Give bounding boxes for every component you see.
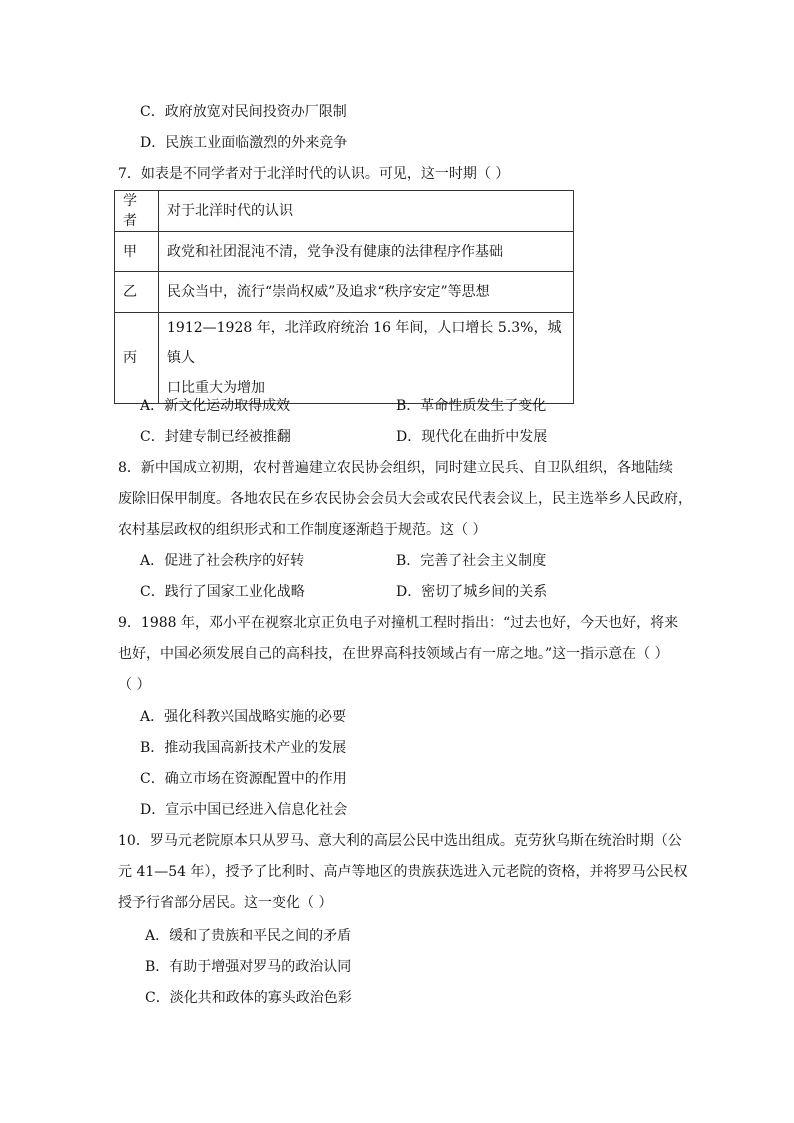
q8-option-a: A．促进了社会秩序的好转 bbox=[140, 553, 305, 569]
q10-option-c: C．淡化共和政体的寡头政治色彩 bbox=[145, 990, 352, 1006]
q9-option-c: C．确立市场在资源配置中的作用 bbox=[140, 771, 347, 787]
q8-stem-line2: 废除旧保甲制度。各地农民在乡农民协会会员大会或农民代表会议上，民主选举乡人民政府， bbox=[118, 491, 692, 507]
table-cell-scholar: 甲 bbox=[115, 232, 159, 272]
q10-option-a: A．缓和了贵族和平民之间的矛盾 bbox=[145, 928, 352, 944]
table-header-scholar: 学者 bbox=[115, 191, 159, 232]
table-cell-view-line1: 1912—1928 年，北洋政府统治 16 年间，人口增长 5.3%，城镇人 bbox=[167, 320, 562, 366]
q9-stem-line2: 也好，中国必须发展自己的高科技，在世界高科技领域占有一席之地。”这一指示意在（ ） bbox=[118, 646, 669, 662]
q6-option-c: C．政府放宽对民间投资办厂限制 bbox=[140, 104, 347, 120]
table-cell-view bbox=[159, 313, 574, 404]
q8-option-b: B．完善了社会主义制度 bbox=[396, 553, 547, 569]
q7-option-d: D．现代化在曲折中发展 bbox=[396, 429, 548, 445]
q7-option-c: C．封建专制已经被推翻 bbox=[140, 429, 291, 445]
q8-stem-line3: 农村基层政权的组织形式和工作制度逐渐趋于规范。这（ ） bbox=[118, 522, 487, 538]
q10-stem-line1: 10．罗马元老院原本只从罗马、意大利的高层公民中选出组成。克劳狄乌斯在统治时期（公 bbox=[118, 833, 682, 849]
q6-option-d: D．民族工业面临激烈的外来竞争 bbox=[140, 135, 348, 151]
q9-stem-line1: 9．1988 年，邓小平在视察北京正负电子对撞机工程时指出：“过去也好，今天也好，将来 bbox=[118, 615, 679, 631]
q10-option-b: B．有助于增强对罗马的政治认同 bbox=[145, 959, 352, 975]
table-header-view: 对于北洋时代的认识 bbox=[159, 191, 574, 232]
table-cell-view: 民众当中，流行“崇尚权威”及追求“秩序安定”等思想 bbox=[159, 272, 574, 313]
q8-option-c: C．践行了国家工业化战略 bbox=[140, 584, 305, 600]
q7-table bbox=[114, 190, 574, 404]
q10-stem-line3: 授予行省部分居民。这一变化（ ） bbox=[118, 895, 333, 911]
q9-stem-line3: （ ） bbox=[118, 677, 151, 693]
q9-option-b: B．推动我国高新技术产业的发展 bbox=[140, 740, 347, 756]
q10-stem-line2: 元 41—54 年），授予了比利时、高卢等地区的贵族获选进入元老院的资格，并将罗马公民权 bbox=[118, 864, 688, 880]
table-cell-view: 政党和社团混沌不清，党争没有健康的法律程序作基础 bbox=[159, 232, 574, 272]
table-cell-scholar: 丙 bbox=[115, 313, 159, 404]
table-cell-scholar: 乙 bbox=[115, 272, 159, 313]
table-row bbox=[115, 313, 574, 404]
q8-stem-line1: 8．新中国成立初期，农村普遍建立农民协会组织，同时建立民兵、自卫队组织，各地陆续 bbox=[118, 460, 673, 476]
table-row bbox=[115, 272, 574, 313]
q7-stem: 7．如表是不同学者对于北洋时代的认识。可见，这一时期（ ） bbox=[118, 166, 510, 182]
q8-option-d: D．密切了城乡间的关系 bbox=[396, 584, 548, 600]
table-row bbox=[115, 232, 574, 272]
q9-option-a: A．强化科教兴国战略实施的必要 bbox=[140, 709, 347, 725]
table-row bbox=[115, 191, 574, 232]
table-cell-view-line2: 口比重大为增加 bbox=[167, 380, 265, 396]
q9-option-d: D．宣示中国已经进入信息化社会 bbox=[140, 802, 348, 818]
q7-option-b: B．革命性质发生了变化 bbox=[396, 398, 547, 414]
q7-option-a: A．新文化运动取得成效 bbox=[140, 398, 291, 414]
